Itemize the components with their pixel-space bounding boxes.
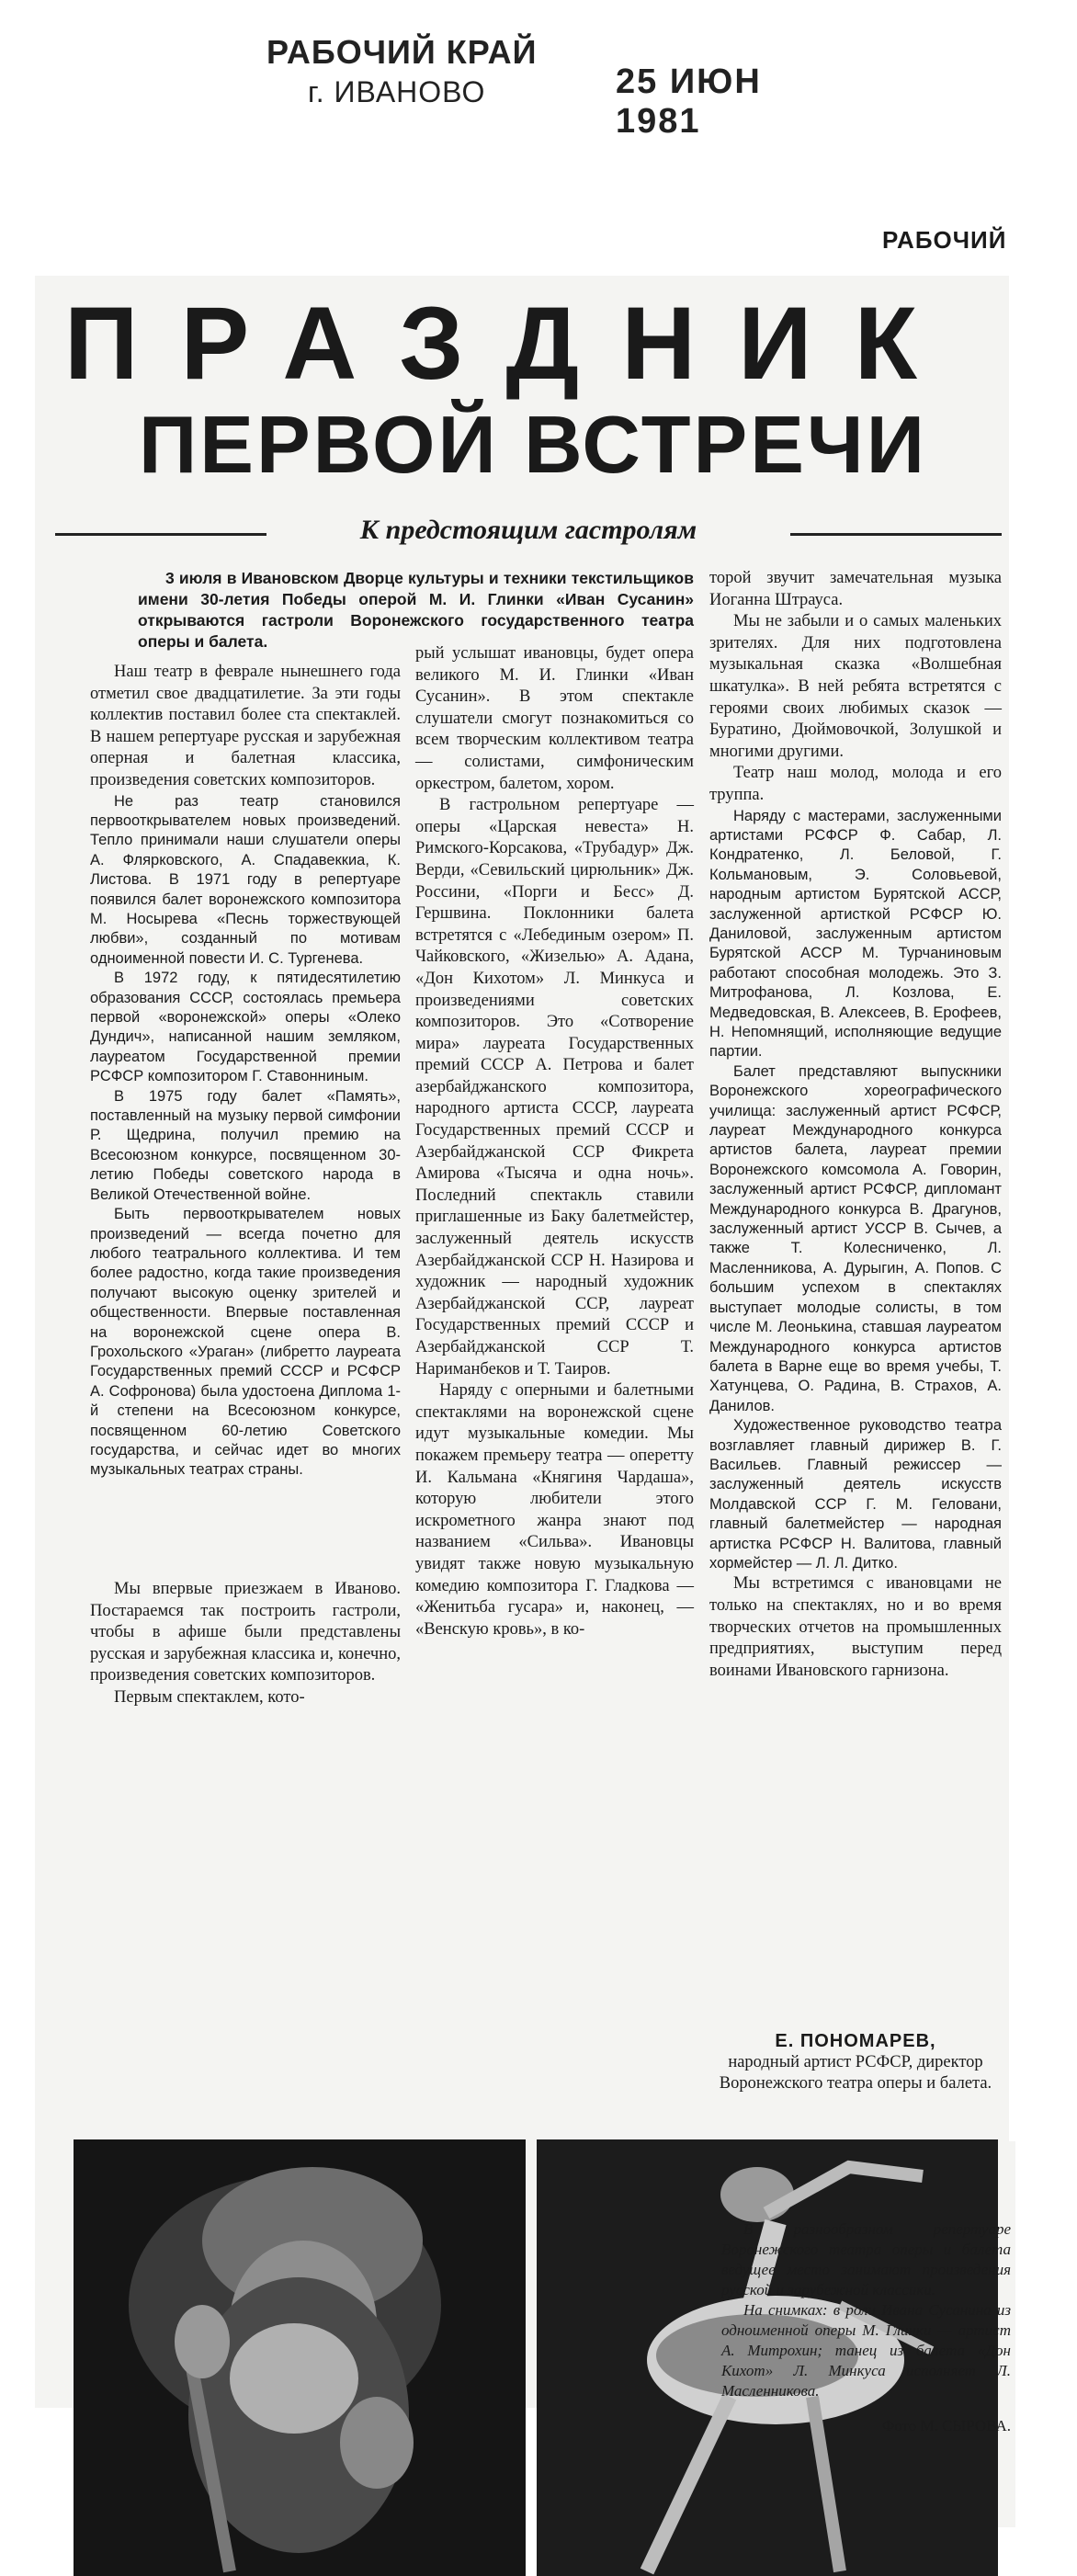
- column-1-top: [90, 662, 401, 1481]
- headline-line2: ПЕРВОЙ ВСТРЕЧИ: [139, 399, 927, 490]
- stamp-source: РАБОЧИЙ КРАЙ: [266, 33, 538, 71]
- caption-paragraph: В разнообразном репертуаре Воронежского театра оперы и балета ведущее место занимают произведения русской и зарубежной классики.: [721, 2220, 1011, 2298]
- author-name: Е. ПОНОМАРЕВ,: [775, 2031, 936, 2051]
- stamp-city: г. ИВАНОВО: [308, 75, 486, 108]
- paragraph: Не раз театр становился первооткрывателем новых произведений. Тепло принимали наши слушатели оперы А. Флярковского, А. Спадавеккиа, К. Листова. В 1971 году в репертуаре появился балет воронежского композитора М. Носырева «Песнь торжествующей любви», созданный по мотивам одноименной повести И. С. Тургенева.: [90, 792, 401, 967]
- paragraph: Мы не забыли и о самых маленьких зрителях. Для них подготовлена музыкальная сказка «Волшебная шкатулка». В ней ребята встретятся с героями своих любимых сказок — Буратино, Дюймовочкой, Золушкой и многими другими.: [709, 612, 1002, 761]
- stamp-date: 25 ИЮН 1981: [616, 62, 762, 141]
- paragraph: Мы впервые приезжаем в Иваново. Постараемся так построить гастроли, чтобы в афише были представлены русская и зарубежная классика и, конечно, произведения советских композиторов.: [90, 1580, 401, 1685]
- photo-susanin: [74, 2139, 526, 2576]
- photo-credit: Фото М. СЫРОВА.: [881, 2417, 1011, 2434]
- paragraph: Мы встретимся с ивановцами не только на спектаклях, но и во время творческих отчетов на промышленных предприятиях, выступим перед воинами Ивановского гарнизона.: [709, 1574, 1002, 1680]
- photo-caption-block: [721, 2219, 1011, 2436]
- paragraph: В 1972 году, к пятидесятилетию образования СССР, состоялась премьера первой «воронежской» оперы «Олеко Дундич», написанной нашим земляком, лауреатом Государственной премии РСФСР композитором Г. Ставонниным.: [90, 970, 401, 1085]
- paragraph: Быть первооткрывателем новых произведений — всегда почетно для любого театрального коллектива. И тем более радостно, когда такие произведения получают высокую оценку зрителей и общественности. Впервые поставленная на воронежской сцене опера В. Грохольского «Ураган» (либретто лауреата Государственных премий СССР и РСФСР А. Софронова) была удостоена Диплома 1-й степени на Всесоюзном конкурсе, посвященном 60-летию Советского государства, и сейчас идет во многих музыкальных театрах страны.: [90, 1206, 401, 1479]
- lead-paragraph: 3 июля в Ивановском Дворце культуры и техники текстильщиков имени 30-летия Победы оперой М. И. Глинки «Иван Сусанин» открываются гастроли Воронежского государственного театра оперы и балета.: [138, 569, 694, 651]
- paragraph: В 1975 году балет «Память», поставленный на музыку первой симфонии Р. Щедрина, получил премию на Всесоюзном конкурсе, посвященном 30-летию Победы советского народа в Великой Отечественной войне.: [90, 1087, 401, 1203]
- paragraph: Театр наш молод, молода и его труппа.: [709, 764, 1002, 804]
- paragraph: Балет представляют выпускники Воронежского хореографического училища: заслуженный артист РСФСР, лауреат Международного конкурса артистов балета, лауреат премии Воронежского комсомола А. Говорин, заслуженный артист РСФСР, дипломант Международного конкурса В. Драгунов, заслуженный артист УССР В. Сычев, а также Т. Колесниченко, Л. Масленникова, А. Дурыгин, А. Попов. С большим успехом в спектаклях выступает молодые солисты, в том числе М. Леонькина, ставшая лауреатом Международного конкурса артистов балета в Варне еще во время учебы, Т. Хатунцева, О. Радина, В. Страхов, А. Данилов.: [709, 1062, 1002, 1414]
- column-3: [709, 568, 1002, 1682]
- paragraph: рый услышат ивановцы, будет опера великого М. И. Глинки «Иван Сусанин». В этом спектакле слушатели смогут познакомиться со всем творческим коллективом театра — солистами, симфоническим оркестром, балетом, хором.: [415, 644, 694, 793]
- paragraph: торой звучит замечательная музыка Иоганна Штрауса.: [709, 569, 1002, 609]
- paragraph: Наш театр в феврале нынешнего года отметил свое двадцатилетие. За эти годы коллектив поставил более ста спектаклей. В нашем репертуаре русская и зарубежная оперная и балетная классика, произведения советских композиторов.: [90, 663, 401, 789]
- photo-susanin-image: [74, 2139, 526, 2576]
- rubric-text: К предстоящим гастролям: [359, 515, 697, 545]
- caption-paragraph: На снимках: в роли Ивана Сусанина из одноименной оперы М. Глинки — артист А. Митрохин; танец из балета «Дон Кихот» Л. Минкуса исполняет Л. Масленникова.: [721, 2301, 1011, 2400]
- rubric: [55, 515, 1002, 551]
- paragraph: Первым спектаклем, кото-: [114, 1687, 305, 1707]
- headline-line1: ПРАЗДНИК: [64, 286, 959, 401]
- column-2: [415, 643, 694, 1640]
- signature: [709, 2031, 1002, 2094]
- archive-stamp: [244, 28, 795, 141]
- paragraph: Наряду с оперными и балетными спектаклями на воронежской сцене идут музыкальные комедии. Мы покажем премьеру театра — оперетту И. Кальмана «Княгиня Чардаша», которую любители этого искрометного жанра знают под названием «Сильва». Ивановцы увидят также новую музыкальную комедию композитора Г. Гладкова — «Женитьба гусара» и, наконец, — «Венскую кровь», в ко-: [415, 1381, 694, 1639]
- paragraph: Художественное руководство театра возглавляет главный дирижер В. Г. Васильев. Главный режиссер — заслуженный деятель искусств Молдавской ССР Г. М. Геловани, главный балетмейстер — народная артистка РСФСР Н. Валитова, главный хормейстер — Л. Л. Дитко.: [709, 1417, 1002, 1572]
- paragraph: Наряду с мастерами, заслуженными артистами РСФСР Ф. Сабар, Л. Кондратенко, Л. Беловой, Г. Кольмановым, Э. Соловьевой, народным артистом Бурятской АССР, заслуженной артисткой РСФСР Ю. Даниловой, заслуженным артистом Бурятской АССР М. Турчаниновым работают способная молодежь. Это З. Митрофанова, Л. Козлова, Е. Медведовская, В. Алексеев, В. Ерофеев, Н. Непомнящий, исполняющие ведущие партии.: [709, 807, 1002, 1061]
- author-title: народный артист РСФСР, директор Воронежского театра оперы и балета.: [719, 2053, 992, 2093]
- running-head: РАБОЧИЙ: [882, 226, 1007, 254]
- column-1-bottom: [90, 1579, 401, 1709]
- paragraph: В гастрольном репертуаре — оперы «Царская невеста» Н. Римского-Корсакова, «Трубадур» Дж. Верди, «Севильский цирюльник» Дж. Россини, «Порги и Бесс» Д. Гершвина. Поклонники балета встретятся с «Лебединым озером» П. Чайковского, «Жизелью» А. Адана, «Дон Кихотом» Л. Минкуса и произведениями советских композиторов. Это «Сотворение мира» лауреата Государственных премий СССР А. Петрова и балет азербайджанского композитора, народного артиста СССР, лауреата Государственных премий СССР и Азербайджанской ССР Фикрета Амирова «Тысяча и одна ночь». Последний спектакль ставили приглашенные из Баку балетмейстер, заслуженный деятель искусств Азербайджанской ССР Н. Назирова и художник — народный художник Азербайджанской ССР, лауреат Государственных премий СССР и Азербайджанской ССР Т. Нариманбеков и Т. Таиров.: [415, 796, 694, 1379]
